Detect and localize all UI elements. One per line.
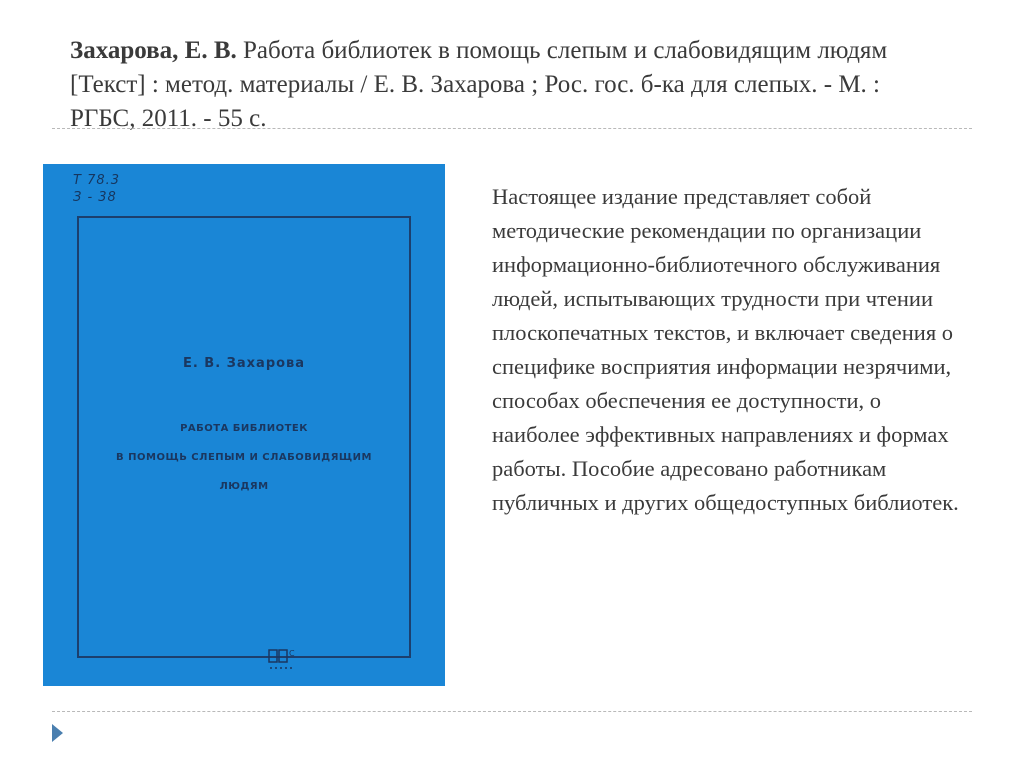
- shelf-mark: [73, 172, 120, 206]
- publisher-logo-icon: [267, 646, 297, 674]
- cover-title-line: ЛЮДЯМ: [219, 481, 269, 492]
- shelf-mark-line: Т 78.3: [73, 173, 121, 188]
- cover-author: Е. В. Захарова: [182, 356, 306, 371]
- citation-header: [70, 34, 950, 136]
- citation-author: Захарова, Е. В.: [70, 37, 237, 64]
- triangle-right-icon[interactable]: [52, 724, 63, 742]
- cover-frame: [77, 216, 411, 658]
- bottom-divider: [52, 711, 972, 712]
- book-cover-image: [43, 164, 445, 686]
- cover-title: [79, 414, 409, 501]
- cover-title-line: В ПОМОЩЬ СЛЕПЫМ И СЛАБОВИДЯЩИМ: [116, 452, 372, 463]
- citation-text: Работа библиотек в помощь слепым и слабовидящим людям [Текст] : метод. материалы / Е. В. Захарова ; Рос. гос. б-ка для слепых. - М. : РГБС, 2011. - 55 с.: [70, 37, 888, 132]
- top-divider: [52, 128, 972, 129]
- shelf-mark-line: З - 38: [73, 190, 117, 205]
- cover-title-line: РАБОТА БИБЛИОТЕК: [180, 423, 308, 434]
- svg-text:С: С: [289, 649, 295, 658]
- book-description: Настоящее издание представляет собой методические рекомендации по организации информационно-библиотечного обслуживания людей, испытывающих трудности при чтении плоскопечатных текстов, и включает сведения о специфике восприятия информации незрячими, способах обеспечения ее доступности, о наиболее эффективных направлениях и формах работы. Пособие адресовано работникам публичных и других общедоступных библиотек.: [492, 184, 959, 515]
